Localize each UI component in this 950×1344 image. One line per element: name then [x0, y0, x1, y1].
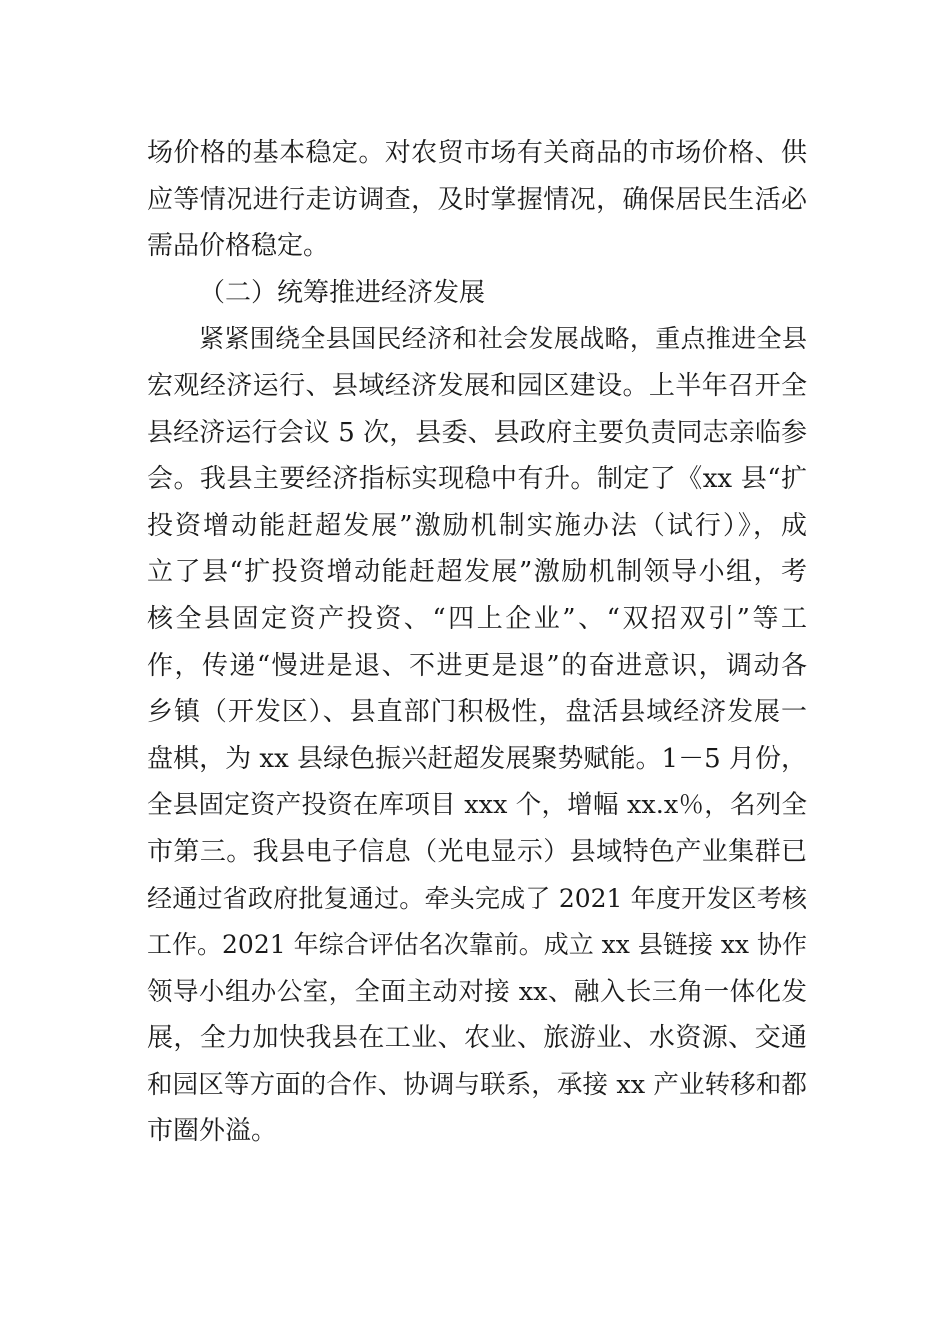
text-line: 县经济运行会议 5 次，县委、县政府主要负责同志亲临参 — [147, 417, 807, 448]
paragraph-economic-development — [147, 316, 807, 1155]
text-line: 立了县“扩投资增动能赶超发展”激励机制领导小组，考 — [147, 557, 807, 588]
text-line: 会。我县主要经济指标实现稳中有升。制定了《xx 县“扩 — [147, 464, 807, 495]
text-line: 核全县固定资产投资、“四上企业”、“双招双引”等工 — [147, 603, 807, 634]
section-heading: （二）统筹推进经济发展 — [199, 277, 486, 308]
text-line: 宏观经济运行、县域经济发展和园区建设。上半年召开全 — [147, 370, 807, 401]
text-line: 投资增动能赶超发展”激励机制实施办法（试行）》，成 — [147, 510, 807, 541]
text-line: 应等情况进行走访调查，及时掌握情况，确保居民生活必 — [147, 184, 807, 215]
text-line: 经通过省政府批复通过。牵头完成了 2021 年度开发区考核 — [147, 883, 807, 913]
text-line: 市圈外溢。 — [147, 1116, 278, 1147]
text-line: 市第三。我县电子信息（光电显示）县域特色产业集群已 — [147, 836, 807, 867]
text-line: 工作。2021 年综合评估名次靠前。成立 xx 县链接 xx 协作 — [147, 930, 807, 960]
paragraph-market-price — [147, 130, 807, 270]
text-line: 场价格的基本稳定。对农贸市场有关商品的市场价格、供 — [147, 138, 807, 168]
text-line: 紧紧围绕全县国民经济和社会发展战略，重点推进全县 — [199, 324, 807, 354]
text-line: 全县固定资产投资在库项目 xxx 个，增幅 xx.x％，名列全 — [147, 790, 807, 821]
text-line: 和园区等方面的合作、协调与联系，承接 xx 产业转移和都 — [147, 1069, 807, 1100]
text-line: 需品价格稳定。 — [147, 231, 330, 262]
text-line: 展，全力加快我县在工业、农业、旅游业、水资源、交通 — [147, 1023, 807, 1054]
text-line: 领导小组办公室，全面主动对接 xx、融入长三角一体化发 — [147, 976, 807, 1007]
text-line: 盘棋，为 xx 县绿色振兴赶超发展聚势赋能。1－5 月份， — [147, 743, 807, 774]
text-line: 作，传递“慢进是退、不进更是退”的奋进意识，调动各 — [147, 650, 807, 681]
text-line: 乡镇（开发区）、县直部门积极性，盘活县域经济发展一 — [147, 697, 807, 728]
document-body — [147, 130, 807, 1155]
